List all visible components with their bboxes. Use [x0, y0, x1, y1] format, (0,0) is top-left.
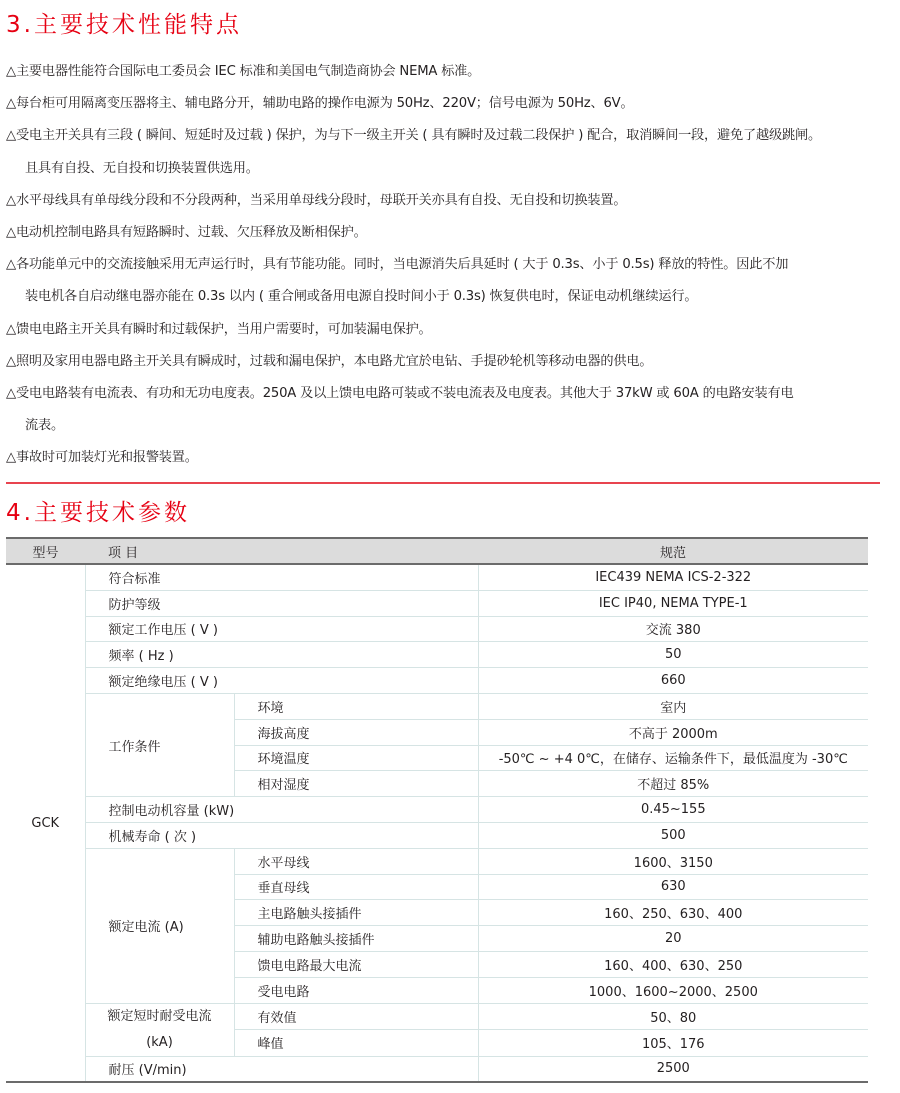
- feature-item: △受电主开关具有三段 ( 瞬间、短延时及过载 ) 保护，为与下一级主开关 ( 具有瞬时及过载二段保护 ) 配合，取消瞬间一段，避免了越级跳闸。: [6, 128, 821, 144]
- value-cell: 630: [478, 874, 868, 900]
- sub-item-cell: 受电电路: [234, 977, 478, 1003]
- value-cell: 160、400、630、250: [478, 951, 868, 977]
- feature-item: △各功能单元中的交流接触采用无声运行时，具有节能功能。同时，当电源消失后具延时 ( 大于 0.3s、小于 0.5s) 释放的特性。因此不加: [6, 257, 789, 273]
- item-cell: 防护等级: [85, 590, 478, 616]
- item-cell: 机械寿命 ( 次 ): [85, 822, 478, 848]
- value-cell: 50: [478, 642, 868, 668]
- table-row: [6, 822, 868, 848]
- value-cell: 105、176: [478, 1030, 868, 1057]
- group-label-line: 额定短时耐受电流: [107, 1008, 212, 1024]
- sub-item-cell: 峰值: [234, 1030, 478, 1057]
- feature-item: △照明及家用电器电路主开关具有瞬成时，过载和漏电保护，本电路尤宜於电钻、手提砂轮机等移动电器的供电。: [6, 353, 653, 369]
- value-cell: 160、250、630、400: [478, 900, 868, 926]
- table-row: [6, 590, 868, 616]
- value-cell: 20: [478, 926, 868, 952]
- sub-item-cell: 垂直母线: [234, 874, 478, 900]
- item-cell: 控制电动机容量 (kW): [85, 797, 478, 823]
- sub-item-cell: 水平母线: [234, 848, 478, 874]
- value-cell: 室内: [478, 693, 868, 719]
- value-cell: 2500: [478, 1056, 868, 1082]
- feature-item: △馈电电路主开关具有瞬时和过载保护，当用户需要时，可加装漏电保护。: [6, 321, 432, 337]
- item-cell: 耐压 (V/min): [85, 1056, 478, 1082]
- model-cell: GCK: [6, 564, 85, 1082]
- feature-list: [6, 56, 891, 475]
- sub-item-cell: 馈电电路最大电流: [234, 951, 478, 977]
- table-row: [6, 848, 868, 874]
- value-cell: 不高于 2000m: [478, 719, 868, 745]
- value-cell: 1000、1600~2000、2500: [478, 977, 868, 1003]
- value-cell: IEC IP40, NEMA TYPE-1: [478, 590, 868, 616]
- sub-item-cell: 辅助电路触头接插件: [234, 926, 478, 952]
- feature-item: △电动机控制电路具有短路瞬时、过载、欠压释放及断相保护。: [6, 225, 367, 241]
- value-cell: 交流 380: [478, 616, 868, 642]
- group-cell-rated-current: 额定电流 (A): [85, 848, 234, 1003]
- feature-item-continuation: 且具有自投、无自投和切换装置供选用。: [25, 160, 259, 176]
- value-cell: 500: [478, 822, 868, 848]
- sub-item-cell: 有效值: [234, 1003, 478, 1030]
- table-row: [6, 797, 868, 823]
- value-cell: 660: [478, 668, 868, 694]
- table-row: [6, 693, 868, 719]
- group-cell-short-time-current: [85, 1003, 234, 1056]
- header-model: 型号: [6, 538, 85, 564]
- item-cell: 额定绝缘电压 ( V ): [85, 668, 478, 694]
- value-cell: -50℃ ~ +4 0℃，在储存、运输条件下，最低温度为 -30℃: [478, 745, 868, 771]
- sub-item-cell: 相对湿度: [234, 771, 478, 797]
- value-cell: 50、80: [478, 1003, 868, 1030]
- feature-item: △水平母线具有单母线分段和不分段两种，当采用单母线分段时，母联开关亦具有自投、无自投和切换装置。: [6, 192, 627, 208]
- group-cell-work-conditions: 工作条件: [85, 693, 234, 796]
- value-cell: 不超过 85%: [478, 771, 868, 797]
- group-label-unit: (kA): [146, 1034, 173, 1050]
- item-cell: 频率 ( Hz ): [85, 642, 478, 668]
- section-3-title: 3.主要技术性能特点: [6, 12, 242, 38]
- table-row: [6, 564, 868, 590]
- feature-item: △受电电路装有电流表、有功和无功电度表。250A 及以上馈电电路可装或不装电流表及电度表。其他大于 37kW 或 60A 的电路安装有电: [6, 386, 794, 402]
- value-cell: 1600、3150: [478, 848, 868, 874]
- feature-item: △事故时可加装灯光和报警装置。: [6, 450, 198, 466]
- section-4-title: 4.主要技术参数: [6, 500, 190, 526]
- value-cell: IEC439 NEMA ICS-2-322: [478, 564, 868, 590]
- feature-item: △每台柜可用隔离变压器将主、辅电路分开，辅助电路的操作电源为 50Hz、220V；信号电源为 50Hz、6V。: [6, 96, 634, 112]
- item-cell: 额定工作电压 ( V ): [85, 616, 478, 642]
- table-row: [6, 642, 868, 668]
- value-cell: 0.45~155: [478, 797, 868, 823]
- feature-item-continuation: 流表。: [25, 418, 64, 434]
- table-header-row: [6, 538, 868, 564]
- feature-item: △主要电器性能符合国际电工委员会 IEC 标准和美国电气制造商协会 NEMA 标准。: [6, 64, 481, 79]
- table-row: [6, 668, 868, 694]
- table-row: [6, 1056, 868, 1082]
- table-row: [6, 1003, 868, 1030]
- sub-item-cell: 海拔高度: [234, 719, 478, 745]
- sub-item-cell: 环境: [234, 693, 478, 719]
- sub-item-cell: 环境温度: [234, 745, 478, 771]
- table-row: [6, 616, 868, 642]
- item-cell: 符合标准: [85, 564, 478, 590]
- feature-item-continuation: 装电机各自启动继电器亦能在 0.3s 以内 ( 重合闸或备用电源自投时间小于 0.3s) 恢复供电时，保证电动机继续运行。: [25, 289, 698, 305]
- header-item: 项 目: [85, 538, 478, 564]
- sub-item-cell: 主电路触头接插件: [234, 900, 478, 926]
- spec-table: [6, 537, 868, 1083]
- section-divider: [6, 482, 880, 484]
- header-spec: 规范: [478, 538, 868, 564]
